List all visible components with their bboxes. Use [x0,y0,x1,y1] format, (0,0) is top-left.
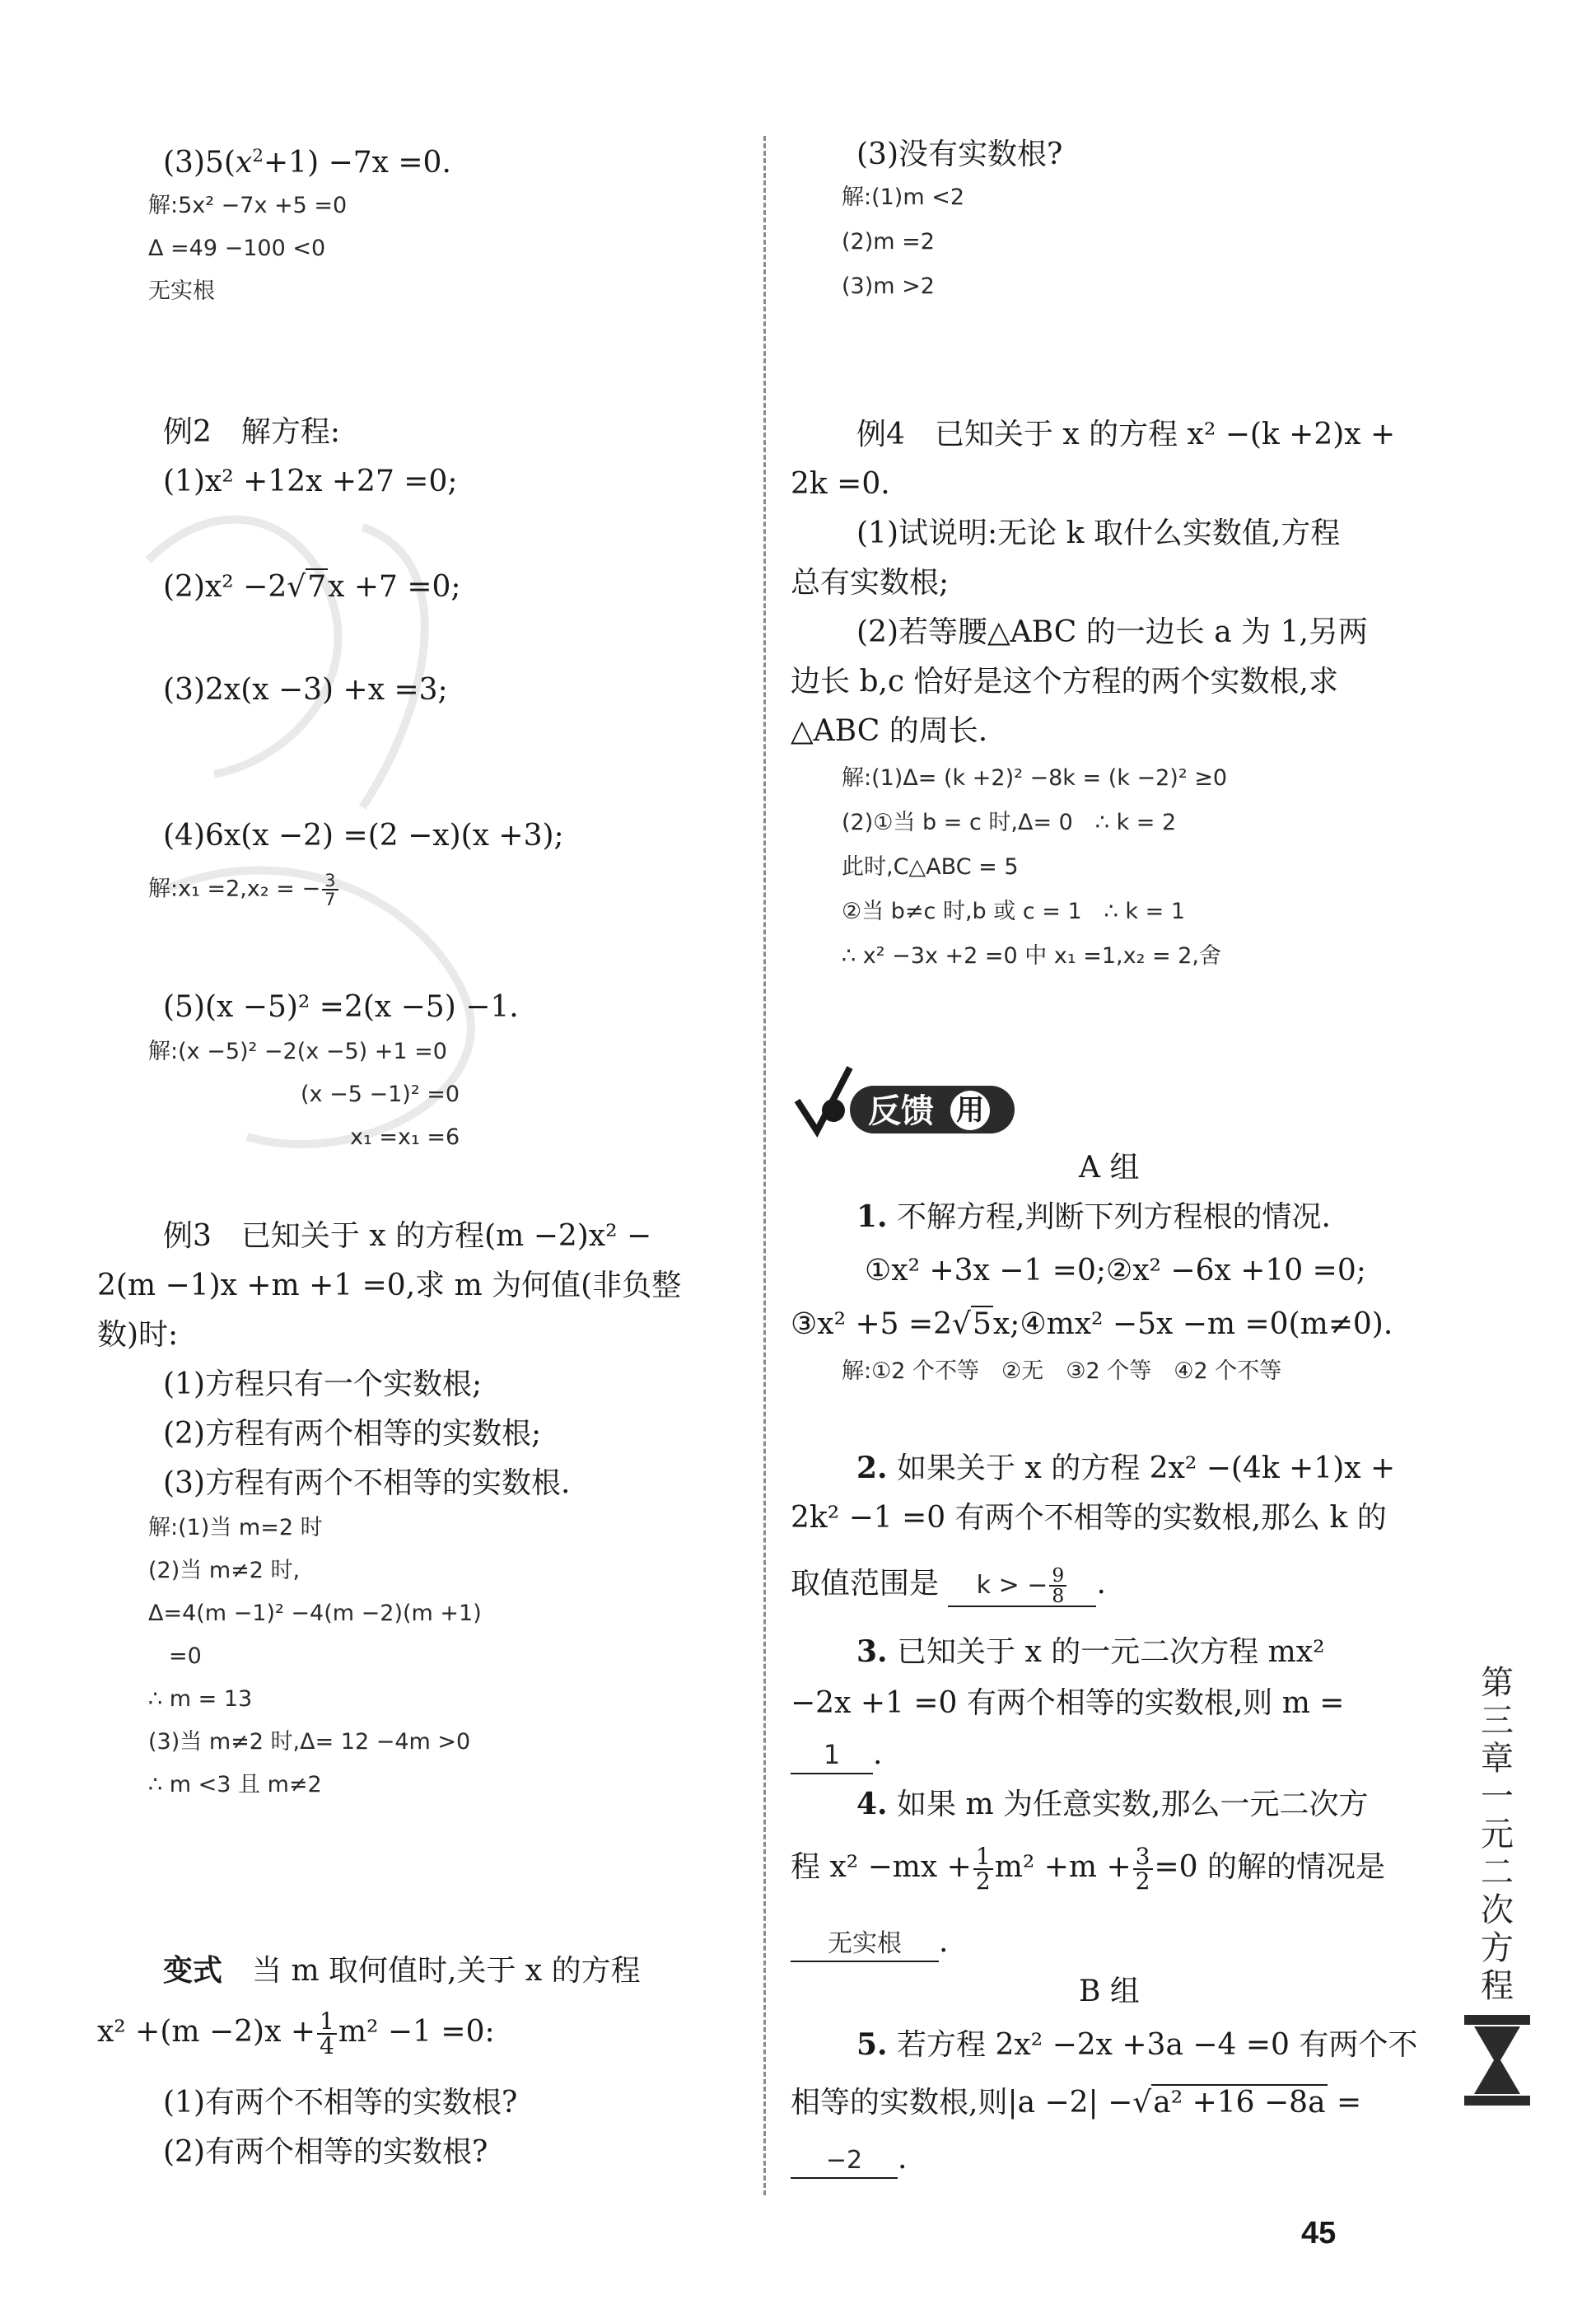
example2-title: 例2 解方程: [163,415,341,449]
question-4-answer-line: 无实根 . [791,1923,948,1962]
question-1-equations-line1: ①x² +3x −1 =0;②x² −6x +10 =0; [865,1254,1366,1288]
question-3-answer-line: 1 . [791,1736,882,1774]
example3-q1: (1)方程只有一个实数根; [163,1367,483,1401]
example3-solution-line6: (3)当 m≠2 时,Δ= 12 −4m >0 [148,1729,471,1755]
example4-line1: 例4 已知关于 x 的方程 x² −(k +2)x + [856,418,1396,451]
example3-q3: (3)方程有两个不相等的实数根. [163,1466,571,1500]
variant-line1: 变式 当 m 取何值时,关于 x 的方程 [163,1953,641,1988]
feedback-banner [792,1061,1023,1139]
example4-q2-line3: △ABC 的周长. [791,714,988,748]
variant-label: 变式 [163,1953,223,1988]
example3-solution-line1: 解:(1)当 m=2 时 [148,1515,323,1540]
example2-q5: (5)(x −5)² =2(x −5) −1. [163,990,519,1024]
question-5-line1: 5. 若方程 2x² −2x +3a −4 =0 有两个不 [856,2027,1418,2062]
example2-q4: (4)6x(x −2) =(2 −x)(x +3); [163,819,564,853]
variant-solution-line1: 解:(1)m <2 [842,185,965,210]
example3-solution-line2: (2)当 m≠2 时, [148,1558,301,1583]
question-1: 1. 不解方程,判断下列方程根的情况. [856,1199,1331,1234]
question-1-equations-line2: ③x² +5 =2√5x;④mx² −5x −m =0(m≠0). [791,1307,1393,1341]
question-4-line2: 程 x² −mx + $\frac{1}{2}$ m² +m + $\frac{3}{2}$ =0 的解的情况是 [791,1843,1386,1895]
question-2-line2: 2k² −1 =0 有两个不相等的实数根,那么 k 的 [791,1501,1387,1535]
variant-solution-line3: (3)m >2 [842,273,935,299]
example4-solution-line3: 此时,C△ABC = 5 [842,854,1019,880]
ex1-solution-line1: 解:5x² −7x +5 =0 [148,193,348,218]
example4-line2: 2k =0. [791,467,890,501]
example3-solution-line3: Δ=4(m −1)² −4(m −2)(m +1) [148,1601,482,1626]
hourglass-icon [1464,2015,1530,2106]
example4-q2-line2: 边长 b,c 恰好是这个方程的两个实数根,求 [791,665,1338,699]
example2-q2: (2)x² −2√7x +7 =0; [163,570,461,604]
example3-line1: 例3 已知关于 x 的方程(m −2)x² − [163,1219,652,1253]
example3-solution-line4: =0 [169,1643,202,1669]
question-2-line1: 2. 如果关于 x 的方程 2x² −(4k +1)x + [856,1451,1396,1485]
example4-q1-line1: (1)试说明:无论 k 取什么实数值,方程 [856,516,1341,550]
question-1-solution: 解:①2 个不等 ②无 ③2 个等 ④2 个不等 [842,1358,1282,1384]
question-4-line1: 4. 如果 m 为任意实数,那么一元二次方 [856,1787,1369,1821]
example4-solution-line1: 解:(1)Δ= (k +2)² −8k = (k −2)² ≥0 [842,765,1228,791]
question-4-answer: 无实根 [791,1923,939,1962]
example3-solution-line7: ∴ m <3 且 m≠2 [148,1772,322,1797]
example3-solution-line5: ∴ m = 13 [148,1686,253,1712]
feedback-badge: 用 [950,1091,990,1130]
question-3-line2: −2x +1 =0 有两个相等的实数根,则 m = [791,1686,1345,1720]
variant-q3: (3)没有实数根? [856,138,1063,171]
group-a-heading: A 组 [1079,1151,1140,1185]
variant-q2: (2)有两个相等的实数根? [163,2135,488,2169]
example2-q3: (3)2x(x −3) +x =3; [163,673,448,707]
page-number: 45 [1301,2216,1337,2251]
example3-q2: (2)方程有两个相等的实数根; [163,1417,542,1451]
chapter-side-tab [1464,1664,1547,2106]
chapter-title: 第三章 一元二次方程 [1481,1664,1547,2005]
question-5-answer: −2 [791,2140,898,2179]
example3-line3: 数)时: [97,1318,179,1352]
ex1-solution-line2: Δ =49 −100 <0 [148,236,326,261]
example2-q4-solution: 解:x₁ =2,x₂ = − $\frac{3}{7}$ [148,872,340,908]
ex1-solution-line3: 无实根 [148,278,215,304]
example2-q1: (1)x² +12x +27 =0; [163,465,458,498]
example2-q5-solution-line1: 解:(x −5)² −2(x −5) +1 =0 [148,1039,447,1064]
variant-solution-line2: (2)m =2 [842,229,935,255]
variant-q1: (1)有两个不相等的实数根? [163,2086,518,2120]
example4-solution-line4: ②当 b≠c 时,b 或 c = 1 ∴ k = 1 [842,899,1186,924]
example2-q5-solution-line2: (x −5 −1)² =0 [301,1082,460,1107]
example3-line2: 2(m −1)x +m +1 =0,求 m 为何值(非负整 [97,1269,682,1302]
question-2-answer: k > − $\frac{9}{8}$ [948,1565,1096,1607]
column-divider [763,136,766,2195]
question-2-line3: 取值范围是 k > − $\frac{9}{8}$ . [791,1563,1106,1607]
question-3-answer: 1 [791,1736,873,1774]
variant-line2: x² +(m −2)x + $\frac{1}{4}$ m² −1 =0: [97,2008,495,2060]
example4-q2-line1: (2)若等腰△ABC 的一边长 a 为 1,另两 [856,615,1368,649]
feedback-label: 反馈 [868,1092,934,1130]
example4-solution-line5: ∴ x² −3x +2 =0 中 x₁ =1,x₂ = 2,舍 [842,943,1221,969]
example4-q1-line2: 总有实数根; [791,566,950,600]
example2-q5-solution-line3: x₁ =x₁ =6 [350,1124,460,1150]
question-3-line1: 3. 已知关于 x 的一元二次方程 mx² [856,1634,1325,1669]
ex1-part3: $(3)5(x^2+1) -7x =0$. [163,146,451,180]
question-5-answer-line: −2 . [791,2140,907,2179]
example4-solution-line2: (2)①当 b = c 时,Δ= 0 ∴ k = 2 [842,810,1177,835]
group-b-heading: B 组 [1079,1975,1140,2008]
question-5-line2: 相等的实数根,则|a −2| −√a² +16 −8a = [791,2086,1362,2120]
